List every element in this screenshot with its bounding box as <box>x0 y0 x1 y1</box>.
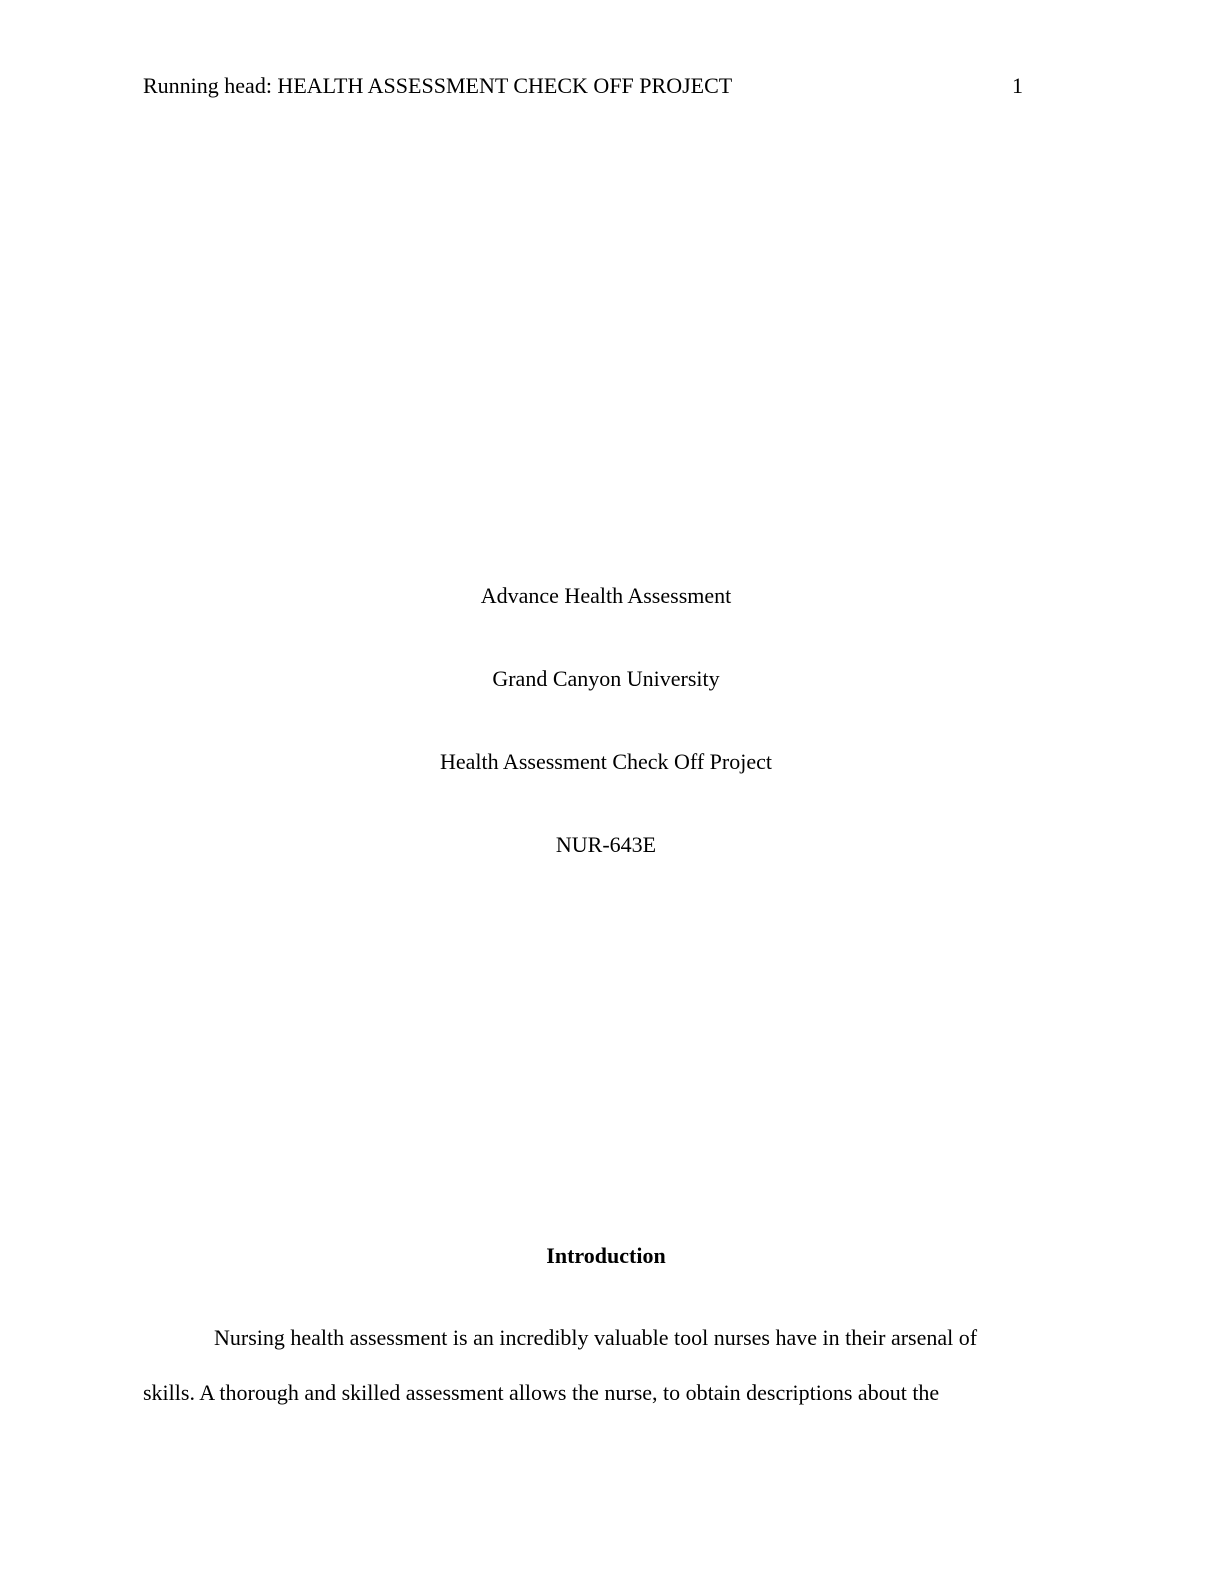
section-heading: Introduction <box>546 1243 666 1268</box>
institution: Grand Canyon University <box>492 666 720 691</box>
title-block <box>143 580 1069 912</box>
running-head: Running head: HEALTH ASSESSMENT CHECK OFF PROJECT <box>143 73 733 98</box>
page-number: 1 <box>1012 73 1023 98</box>
body-paragraph <box>143 1322 1043 1432</box>
paper-title: Advance Health Assessment <box>480 583 732 608</box>
paragraph-line: skills. A thorough and skilled assessment allows the nurse, to obtain descriptions about the <box>143 1380 940 1405</box>
course-code: NUR-643E <box>555 832 657 857</box>
project-name: Health Assessment Check Off Project <box>440 749 772 774</box>
paragraph-line: Nursing health assessment is an incredibly valuable tool nurses have in their arsenal of <box>214 1325 978 1350</box>
page-header <box>143 72 1023 102</box>
